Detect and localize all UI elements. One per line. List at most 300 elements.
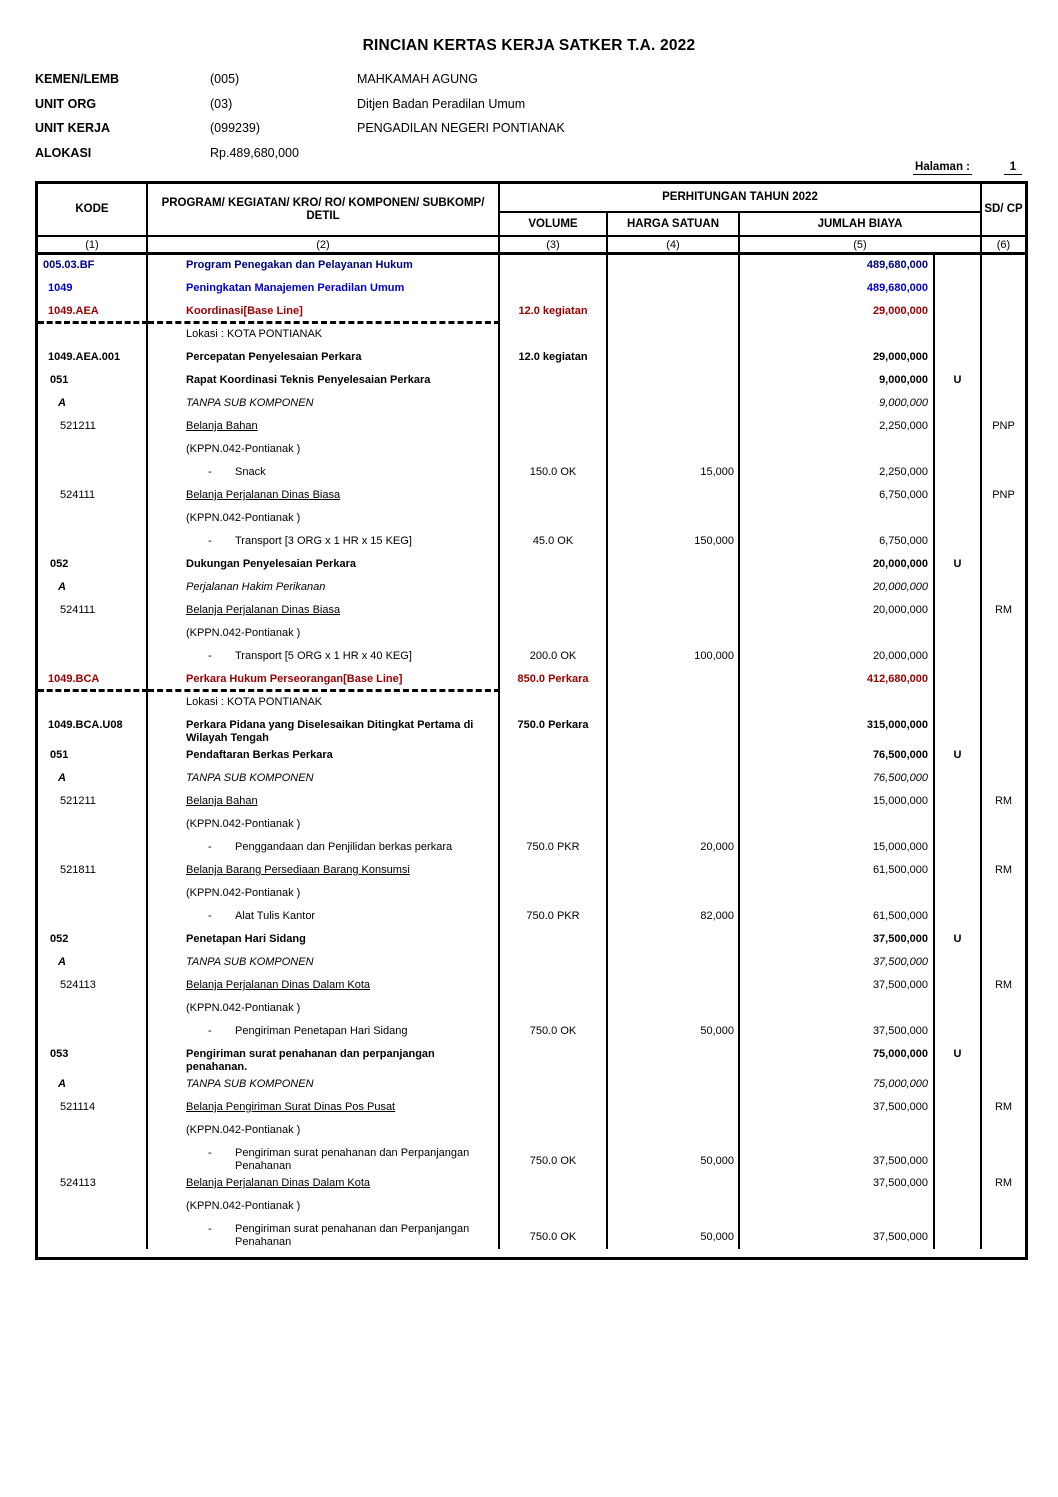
cell-harga-satuan: 50,000: [608, 1143, 740, 1173]
detail-text: Transport [3 ORG x 1 HR x 15 KEG]: [235, 535, 412, 547]
cell-sdcp: [982, 462, 1025, 485]
cell-jumlah-biaya: 37,500,000: [740, 929, 935, 952]
cell-u-flag: [935, 669, 982, 692]
cell-jumlah-biaya: 29,000,000: [740, 301, 935, 324]
cell-uraian: [148, 531, 500, 554]
cell-u-flag: [935, 1120, 982, 1143]
cell-volume: [500, 814, 608, 837]
cell-volume: [500, 745, 608, 768]
cell-harga-satuan: [608, 814, 740, 837]
cell-sdcp: [982, 439, 1025, 462]
detail-hyphen-mark: -: [208, 841, 212, 853]
cell-harga-satuan: 100,000: [608, 646, 740, 669]
cell-harga-satuan: [608, 439, 740, 462]
cell-jumlah-biaya: 20,000,000: [740, 600, 935, 623]
cell-sdcp: RM: [994, 1177, 1013, 1189]
detail-hyphen-mark: -: [208, 650, 212, 662]
cell-jumlah-biaya: 412,680,000: [740, 669, 935, 692]
cell-kode: 521211: [38, 791, 148, 814]
cell-uraian: Koordinasi[Base Line]: [148, 301, 500, 324]
cell-u-flag: [935, 347, 982, 370]
cell-jumlah-biaya: 315,000,000: [740, 715, 935, 745]
cell-u-flag: [935, 906, 982, 929]
cell-sdcp: [982, 393, 1025, 416]
cell-harga-satuan: [608, 975, 740, 998]
cell-jumlah-biaya: 15,000,000: [740, 791, 935, 814]
cell-harga-satuan: [608, 860, 740, 883]
cell-sdcp: [982, 1143, 1025, 1173]
cell-harga-satuan: [608, 669, 740, 692]
cell-u-flag: [935, 508, 982, 531]
col-header-program: PROGRAM/ KEGIATAN/ KRO/ RO/ KOMPONEN/ SUBKOMP/ DETIL: [148, 184, 500, 235]
cell-sdcp: [982, 324, 1025, 347]
cell-jumlah-biaya: [740, 1196, 935, 1219]
cell-sdcp: [982, 837, 1025, 860]
cell-harga-satuan: [608, 715, 740, 745]
cell-jumlah-biaya: [740, 324, 935, 347]
cell-kode: [38, 1219, 148, 1249]
cell-sdcp: [982, 554, 1025, 577]
meta-value: PENGADILAN NEGERI PONTIANAK: [357, 121, 565, 136]
cell-uraian: Belanja Barang Persediaan Barang Konsumsi: [148, 860, 500, 883]
cell-harga-satuan: [608, 255, 740, 278]
cell-jumlah-biaya: [740, 998, 935, 1021]
cell-harga-satuan: [608, 1097, 740, 1120]
cell-u-flag: [935, 600, 982, 623]
cell-u-flag: [935, 952, 982, 975]
cell-u-flag: [935, 692, 982, 715]
cell-harga-satuan: [608, 416, 740, 439]
cell-harga-satuan: [608, 1044, 740, 1074]
cell-uraian: Pendaftaran Berkas Perkara: [148, 745, 500, 768]
cell-harga-satuan: [608, 768, 740, 791]
cell-volume: 750.0 Perkara: [500, 715, 608, 745]
cell-jumlah-biaya: 37,500,000: [740, 1219, 935, 1249]
cell-sdcp: [982, 768, 1025, 791]
cell-u-flag: U: [935, 929, 982, 952]
cell-kode: [38, 623, 148, 646]
cell-harga-satuan: [608, 883, 740, 906]
cell-kode: 005.03.BF: [38, 255, 148, 278]
cell-uraian: TANPA SUB KOMPONEN: [148, 768, 500, 791]
cell-uraian: Rapat Koordinasi Teknis Penyelesaian Perkara: [148, 370, 500, 393]
cell-u-flag: [935, 324, 982, 347]
cell-kode: 1049.BCA.U08: [38, 715, 148, 745]
cell-u-flag: [935, 531, 982, 554]
col-header-volume: VOLUME: [500, 213, 608, 235]
cell-sdcp: [982, 952, 1025, 975]
cell-jumlah-biaya: [740, 439, 935, 462]
cell-jumlah-biaya: 61,500,000: [740, 906, 935, 929]
cell-kode: [38, 883, 148, 906]
cell-u-flag: [935, 462, 982, 485]
meta-value: Ditjen Badan Peradilan Umum: [357, 96, 526, 111]
cell-uraian: [148, 462, 500, 485]
cell-uraian: (KPPN.042-Pontianak ): [148, 814, 500, 837]
cell-jumlah-biaya: 37,500,000: [740, 1021, 935, 1044]
cell-volume: [500, 1097, 608, 1120]
cell-u-flag: [935, 1074, 982, 1097]
cell-jumlah-biaya: 2,250,000: [740, 462, 935, 485]
cell-jumlah-biaya: 76,500,000: [740, 768, 935, 791]
cell-harga-satuan: [608, 554, 740, 577]
cell-jumlah-biaya: [740, 814, 935, 837]
cell-jumlah-biaya: 2,250,000: [740, 416, 935, 439]
cell-volume: [500, 600, 608, 623]
cell-kode: 521211: [38, 416, 148, 439]
detail-hyphen-mark: -: [208, 466, 212, 478]
cell-volume: [500, 860, 608, 883]
cell-u-flag: [935, 485, 982, 508]
meta-code: (005): [210, 72, 240, 87]
cell-kode: [38, 462, 148, 485]
cell-harga-satuan: [608, 324, 740, 347]
cell-sdcp: [982, 1120, 1025, 1143]
cell-u-flag: [935, 1143, 982, 1173]
cell-volume: [500, 393, 608, 416]
cell-u-flag: [935, 715, 982, 745]
cell-kode: [38, 324, 148, 347]
cell-sdcp: RM: [994, 864, 1013, 876]
cell-kode: A: [38, 1074, 148, 1097]
detail-text: Alat Tulis Kantor: [235, 910, 316, 922]
cell-kode: A: [38, 768, 148, 791]
detail-hyphen-mark: -: [208, 910, 212, 922]
cell-u-flag: [935, 837, 982, 860]
cell-u-flag: [935, 1173, 982, 1196]
cell-uraian: (KPPN.042-Pontianak ): [148, 439, 500, 462]
cell-sdcp: [982, 531, 1025, 554]
cell-u-flag: [935, 998, 982, 1021]
cell-harga-satuan: [608, 745, 740, 768]
detail-hyphen-mark: -: [208, 1147, 212, 1159]
cell-kode: A: [38, 952, 148, 975]
rkk-table: [35, 181, 1028, 1260]
col-number-5: (5): [740, 235, 982, 255]
meta-label: KEMEN/LEMB: [35, 72, 120, 87]
cell-volume: [500, 485, 608, 508]
cell-volume: [500, 952, 608, 975]
cell-volume: [500, 508, 608, 531]
cell-volume: [500, 975, 608, 998]
cell-volume: [500, 416, 608, 439]
cell-jumlah-biaya: 37,500,000: [740, 1173, 935, 1196]
cell-kode: 051: [38, 370, 148, 393]
cell-sdcp: [982, 301, 1025, 324]
cell-harga-satuan: [608, 577, 740, 600]
cell-kode: 524111: [38, 600, 148, 623]
cell-harga-satuan: [608, 952, 740, 975]
cell-volume: [500, 278, 608, 301]
cell-volume: 150.0 OK: [500, 462, 608, 485]
cell-sdcp: RM: [994, 1101, 1013, 1113]
cell-sdcp: [982, 669, 1025, 692]
cell-kode: 1049.AEA: [38, 301, 148, 324]
halaman-number: 1: [1004, 161, 1022, 175]
detail-hyphen-mark: -: [208, 1025, 212, 1037]
detail-text: Pengiriman surat penahanan dan Perpanjangan Penahanan: [235, 1223, 470, 1248]
cell-uraian: Belanja Perjalanan Dinas Dalam Kota: [148, 1173, 500, 1196]
cell-u-flag: [935, 393, 982, 416]
cell-uraian: (KPPN.042-Pontianak ): [148, 1196, 500, 1219]
col-header-sdcp: SD/ CP: [984, 203, 1023, 215]
meta-label: ALOKASI: [35, 145, 92, 160]
cell-uraian: Pengiriman surat penahanan dan perpanjangan penahanan.: [148, 1044, 500, 1074]
cell-harga-satuan: [608, 791, 740, 814]
col-number-4: (4): [608, 235, 740, 255]
cell-jumlah-biaya: 9,000,000: [740, 393, 935, 416]
cell-sdcp: RM: [994, 979, 1013, 991]
cell-u-flag: [935, 416, 982, 439]
meta-code: (099239): [210, 121, 261, 136]
col-number-6: (6): [982, 235, 1025, 255]
cell-kode: [38, 692, 148, 715]
cell-u-flag: [935, 860, 982, 883]
cell-volume: 850.0 Perkara: [500, 669, 608, 692]
cell-sdcp: PNP: [992, 489, 1015, 501]
cell-uraian: [148, 1021, 500, 1044]
cell-jumlah-biaya: 37,500,000: [740, 1097, 935, 1120]
cell-sdcp: RM: [994, 604, 1013, 616]
cell-kode: [38, 906, 148, 929]
cell-sdcp: [982, 883, 1025, 906]
cell-uraian: (KPPN.042-Pontianak ): [148, 998, 500, 1021]
detail-text: Pengiriman Penetapan Hari Sidang: [235, 1025, 408, 1037]
cell-volume: [500, 255, 608, 278]
cell-kode: 051: [38, 745, 148, 768]
cell-jumlah-biaya: [740, 1120, 935, 1143]
cell-harga-satuan: [608, 600, 740, 623]
cell-harga-satuan: [608, 301, 740, 324]
cell-volume: 200.0 OK: [500, 646, 608, 669]
cell-sdcp: [982, 906, 1025, 929]
cell-harga-satuan: [608, 393, 740, 416]
cell-uraian: Belanja Bahan: [148, 791, 500, 814]
cell-sdcp: [982, 646, 1025, 669]
col-number-3: (3): [500, 235, 608, 255]
cell-harga-satuan: [608, 1173, 740, 1196]
cell-uraian: (KPPN.042-Pontianak ): [148, 623, 500, 646]
cell-uraian: Belanja Perjalanan Dinas Dalam Kota: [148, 975, 500, 998]
cell-kode: 1049.BCA: [38, 669, 148, 692]
cell-jumlah-biaya: 20,000,000: [740, 577, 935, 600]
cell-u-flag: [935, 1219, 982, 1249]
cell-jumlah-biaya: 37,500,000: [740, 1143, 935, 1173]
cell-uraian: Penetapan Hari Sidang: [148, 929, 500, 952]
col-number-2: (2): [148, 235, 500, 255]
cell-volume: [500, 439, 608, 462]
cell-sdcp: [982, 1219, 1025, 1249]
meta-label: UNIT KERJA: [35, 121, 111, 136]
cell-kode: 052: [38, 929, 148, 952]
cell-uraian: TANPA SUB KOMPONEN: [148, 952, 500, 975]
cell-harga-satuan: [608, 929, 740, 952]
cell-jumlah-biaya: 61,500,000: [740, 860, 935, 883]
cell-kode: 524111: [38, 485, 148, 508]
cell-uraian: Peningkatan Manajemen Peradilan Umum: [148, 278, 500, 301]
cell-kode: [38, 646, 148, 669]
cell-kode: 521811: [38, 860, 148, 883]
cell-harga-satuan: [608, 1120, 740, 1143]
detail-hyphen-mark: -: [208, 535, 212, 547]
cell-uraian: TANPA SUB KOMPONEN: [148, 393, 500, 416]
cell-volume: [500, 554, 608, 577]
cell-sdcp: [982, 623, 1025, 646]
cell-kode: [38, 508, 148, 531]
cell-sdcp: [982, 745, 1025, 768]
cell-volume: [500, 1044, 608, 1074]
meta-label: UNIT ORG: [35, 96, 97, 111]
cell-uraian: Belanja Bahan: [148, 416, 500, 439]
cell-uraian: Belanja Perjalanan Dinas Biasa: [148, 600, 500, 623]
cell-u-flag: U: [935, 745, 982, 768]
cell-u-flag: [935, 1021, 982, 1044]
satker-meta-block: [35, 67, 565, 165]
cell-u-flag: U: [935, 554, 982, 577]
cell-harga-satuan: 50,000: [608, 1021, 740, 1044]
cell-harga-satuan: 150,000: [608, 531, 740, 554]
cell-kode: [38, 531, 148, 554]
halaman-label: Halaman :: [915, 161, 970, 173]
cell-volume: [500, 692, 608, 715]
cell-uraian: [148, 837, 500, 860]
cell-kode: A: [38, 393, 148, 416]
cell-kode: [38, 998, 148, 1021]
cell-volume: [500, 1074, 608, 1097]
cell-harga-satuan: [608, 508, 740, 531]
col-header-jumlah-biaya: JUMLAH BIAYA: [740, 213, 982, 235]
cell-jumlah-biaya: [740, 623, 935, 646]
cell-volume: 750.0 PKR: [500, 906, 608, 929]
cell-uraian: [148, 906, 500, 929]
cell-u-flag: [935, 623, 982, 646]
cell-volume: [500, 577, 608, 600]
cell-volume: 750.0 OK: [500, 1143, 608, 1173]
cell-jumlah-biaya: 15,000,000: [740, 837, 935, 860]
cell-jumlah-biaya: 76,500,000: [740, 745, 935, 768]
cell-volume: [500, 370, 608, 393]
cell-volume: 45.0 OK: [500, 531, 608, 554]
cell-harga-satuan: 50,000: [608, 1219, 740, 1249]
cell-sdcp: [982, 998, 1025, 1021]
cell-uraian: (KPPN.042-Pontianak ): [148, 508, 500, 531]
cell-uraian: Belanja Pengiriman Surat Dinas Pos Pusat: [148, 1097, 500, 1120]
meta-code: (03): [210, 96, 233, 111]
cell-harga-satuan: [608, 347, 740, 370]
cell-kode: [38, 814, 148, 837]
cell-kode: 524113: [38, 1173, 148, 1196]
cell-u-flag: [935, 1196, 982, 1219]
detail-text: Snack: [235, 466, 266, 478]
col-number-1: (1): [38, 235, 148, 255]
cell-sdcp: [982, 1196, 1025, 1219]
cell-uraian: Lokasi : KOTA PONTIANAK: [148, 324, 500, 347]
cell-sdcp: [982, 692, 1025, 715]
cell-volume: [500, 998, 608, 1021]
cell-sdcp: [982, 255, 1025, 278]
cell-volume: [500, 768, 608, 791]
cell-jumlah-biaya: 37,500,000: [740, 975, 935, 998]
cell-volume: 12.0 kegiatan: [500, 301, 608, 324]
cell-sdcp: [982, 1044, 1025, 1074]
cell-volume: 750.0 OK: [500, 1021, 608, 1044]
cell-volume: [500, 324, 608, 347]
page-number-row: [0, 161, 1022, 175]
cell-kode: [38, 1143, 148, 1173]
cell-volume: [500, 1120, 608, 1143]
cell-u-flag: [935, 439, 982, 462]
cell-uraian: Perkara Hukum Perseorangan[Base Line]: [148, 669, 500, 692]
cell-harga-satuan: [608, 692, 740, 715]
cell-kode: 521114: [38, 1097, 148, 1120]
cell-uraian: [148, 1219, 500, 1249]
cell-volume: [500, 1196, 608, 1219]
cell-volume: 750.0 PKR: [500, 837, 608, 860]
cell-u-flag: [935, 814, 982, 837]
cell-sdcp: [982, 508, 1025, 531]
cell-sdcp: [982, 814, 1025, 837]
page-title: RINCIAN KERTAS KERJA SATKER T.A. 2022: [362, 37, 696, 54]
detail-text: Penggandaan dan Penjilidan berkas perkara: [235, 841, 453, 853]
cell-kode: [38, 1196, 148, 1219]
cell-harga-satuan: [608, 370, 740, 393]
cell-u-flag: [935, 278, 982, 301]
cell-jumlah-biaya: 6,750,000: [740, 485, 935, 508]
cell-harga-satuan: [608, 278, 740, 301]
cell-uraian: Belanja Perjalanan Dinas Biasa: [148, 485, 500, 508]
cell-u-flag: [935, 1097, 982, 1120]
cell-uraian: Lokasi : KOTA PONTIANAK: [148, 692, 500, 715]
cell-kode: 1049.AEA.001: [38, 347, 148, 370]
cell-jumlah-biaya: 6,750,000: [740, 531, 935, 554]
cell-harga-satuan: [608, 1074, 740, 1097]
cell-harga-satuan: [608, 1196, 740, 1219]
cell-volume: [500, 1173, 608, 1196]
cell-uraian: (KPPN.042-Pontianak ): [148, 883, 500, 906]
detail-text: Pengiriman surat penahanan dan Perpanjangan Penahanan: [235, 1147, 470, 1172]
cell-uraian: (KPPN.042-Pontianak ): [148, 1120, 500, 1143]
cell-uraian: [148, 646, 500, 669]
cell-u-flag: [935, 255, 982, 278]
cell-kode: [38, 439, 148, 462]
meta-value: MAHKAMAH AGUNG: [357, 72, 478, 87]
cell-jumlah-biaya: 37,500,000: [740, 952, 935, 975]
cell-kode: [38, 1120, 148, 1143]
cell-harga-satuan: 20,000: [608, 837, 740, 860]
meta-code: Rp.489,680,000: [210, 145, 299, 160]
cell-jumlah-biaya: 75,000,000: [740, 1074, 935, 1097]
cell-u-flag: U: [935, 1044, 982, 1074]
cell-uraian: TANPA SUB KOMPONEN: [148, 1074, 500, 1097]
cell-harga-satuan: [608, 623, 740, 646]
cell-u-flag: [935, 577, 982, 600]
cell-sdcp: [982, 929, 1025, 952]
cell-u-flag: [935, 646, 982, 669]
cell-harga-satuan: 82,000: [608, 906, 740, 929]
cell-sdcp: [982, 278, 1025, 301]
cell-u-flag: [935, 791, 982, 814]
cell-jumlah-biaya: [740, 508, 935, 531]
cell-kode: 053: [38, 1044, 148, 1074]
cell-harga-satuan: [608, 998, 740, 1021]
cell-u-flag: [935, 768, 982, 791]
cell-volume: [500, 623, 608, 646]
cell-harga-satuan: 15,000: [608, 462, 740, 485]
cell-volume: [500, 883, 608, 906]
detail-text: Transport [5 ORG x 1 HR x 40 KEG]: [235, 650, 412, 662]
cell-kode: 052: [38, 554, 148, 577]
col-header-perhitungan: PERHITUNGAN TAHUN 2022: [500, 184, 982, 213]
